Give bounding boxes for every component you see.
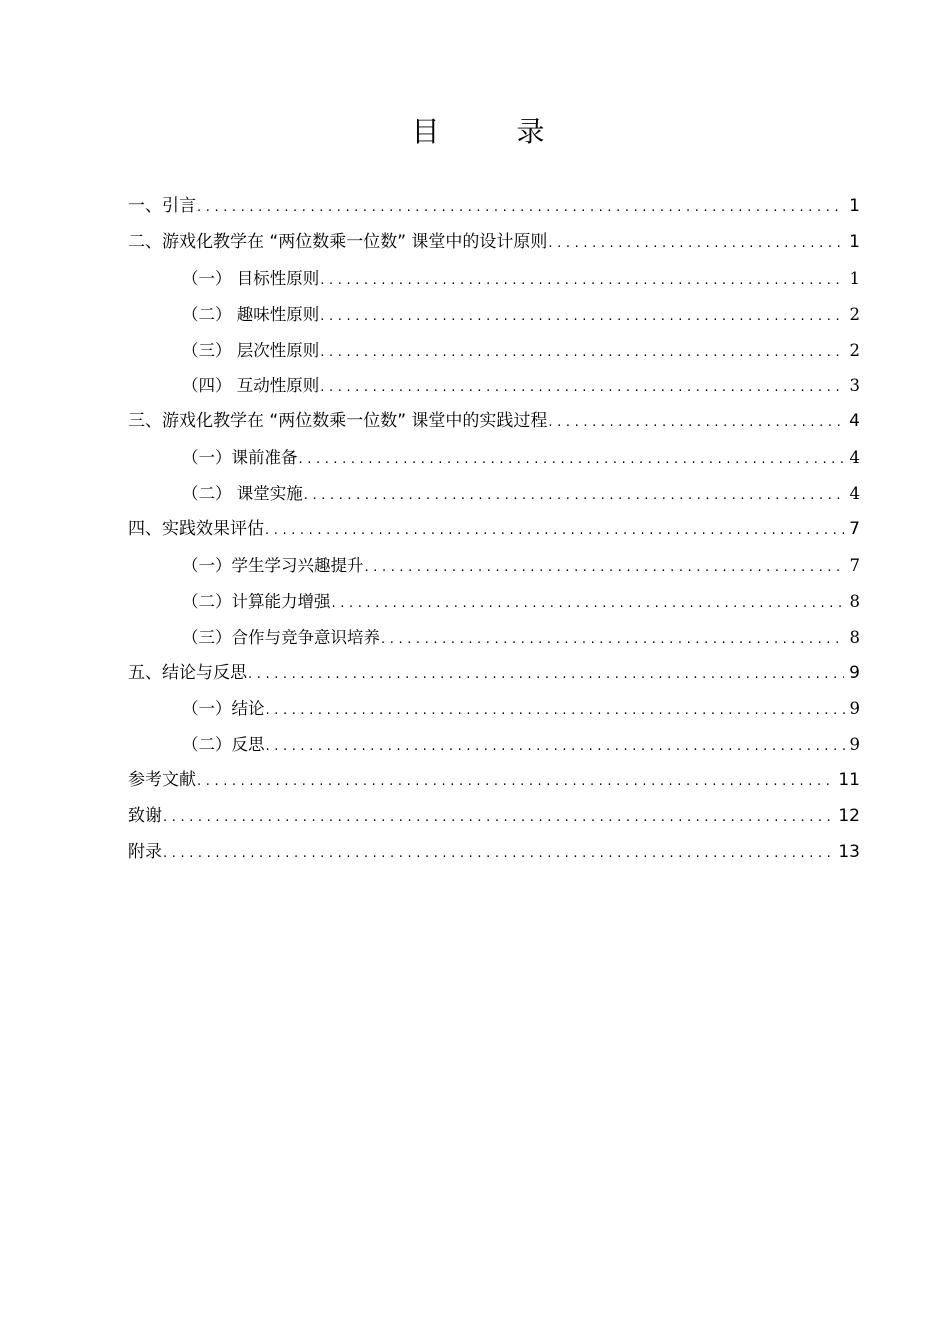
dot-leader — [320, 263, 844, 299]
toc-entry-page: 2 — [849, 340, 860, 360]
toc-entry-page: 1 — [849, 196, 860, 216]
dot-leader — [163, 800, 833, 836]
toc-entry[interactable] — [128, 548, 860, 584]
toc-entry-label: 五、结论与反思 — [128, 662, 247, 683]
dot-leader — [381, 622, 845, 658]
toc-entry-page: 1 — [849, 231, 860, 252]
toc-entry[interactable] — [128, 835, 860, 871]
toc-entry-page: 4 — [849, 448, 860, 468]
toc-entry-label: 参考文献 — [128, 770, 196, 791]
toc-entry-label: （四） 互动性原则 — [182, 376, 320, 396]
toc-entry[interactable] — [128, 189, 860, 225]
toc-entry[interactable] — [128, 333, 860, 369]
toc-list — [128, 189, 860, 871]
toc-entry-label: 三、游戏化教学在 “两位数乘一位数” 课堂中的实践过程 — [128, 411, 548, 432]
toc-entry-label: （二） 趣味性原则 — [182, 304, 320, 324]
toc-entry-label: 一、引言 — [128, 196, 196, 216]
toc-entry[interactable] — [128, 727, 860, 763]
dot-leader — [248, 657, 844, 693]
toc-entry-label: （三） 层次性原则 — [182, 340, 320, 360]
dot-leader — [332, 586, 845, 622]
toc-entry-label: 四、实践效果评估 — [128, 519, 264, 540]
toc-entry[interactable] — [128, 261, 860, 297]
toc-entry-page: 12 — [838, 806, 860, 827]
toc-entry-page: 13 — [838, 842, 860, 863]
toc-entry-label: （一）课前准备 — [182, 448, 298, 468]
dot-leader — [197, 764, 833, 800]
toc-entry[interactable] — [128, 656, 860, 692]
dot-leader — [299, 442, 845, 478]
toc-entry-page: 1 — [849, 268, 860, 288]
toc-entry-label: （一）学生学习兴趣提升 — [182, 555, 364, 575]
toc-entry[interactable] — [128, 476, 860, 512]
dot-leader — [163, 836, 833, 872]
dot-leader — [548, 226, 844, 262]
dot-leader — [197, 190, 844, 226]
toc-entry[interactable] — [128, 225, 860, 261]
toc-entry[interactable] — [128, 440, 860, 476]
toc-entry-label: （三）合作与竞争意识培养 — [182, 627, 380, 647]
toc-entry-page: 9 — [849, 735, 860, 755]
toc-entry-label: 致谢 — [128, 806, 162, 827]
dot-leader — [365, 550, 845, 586]
toc-entry-label: （二） 课堂实施 — [182, 484, 303, 504]
dot-leader — [266, 729, 845, 765]
toc-entry-label: （二）反思 — [182, 735, 265, 755]
dot-leader — [320, 335, 844, 371]
toc-entry[interactable] — [128, 297, 860, 333]
toc-entry-page: 9 — [849, 662, 860, 683]
dot-leader — [304, 478, 845, 514]
toc-entry[interactable] — [128, 584, 860, 620]
toc-entry-page: 4 — [849, 411, 860, 432]
toc-entry-page: 7 — [849, 555, 860, 575]
toc-entry-page: 3 — [849, 376, 860, 396]
toc-entry-label: （二）计算能力增强 — [182, 591, 331, 611]
dot-leader — [265, 513, 844, 549]
dot-leader — [320, 370, 844, 406]
toc-title: 目 录 — [411, 115, 579, 148]
toc-entry-page: 2 — [849, 304, 860, 324]
toc-entry[interactable] — [128, 368, 860, 404]
toc-entry-page: 11 — [838, 770, 860, 791]
toc-entry[interactable] — [128, 763, 860, 799]
dot-leader — [320, 299, 844, 335]
toc-entry-page: 8 — [849, 591, 860, 611]
toc-entry[interactable] — [128, 404, 860, 440]
toc-entry[interactable] — [128, 799, 860, 835]
toc-entry-page: 4 — [849, 484, 860, 504]
toc-entry-label: （一） 目标性原则 — [182, 268, 320, 288]
toc-entry-label: 二、游戏化教学在 “两位数乘一位数” 课堂中的设计原则 — [128, 231, 548, 252]
toc-entry[interactable] — [128, 691, 860, 727]
toc-entry-page: 8 — [849, 627, 860, 647]
toc-entry-page: 9 — [849, 699, 860, 719]
toc-entry-label: （一）结论 — [182, 699, 265, 719]
toc-entry[interactable] — [128, 512, 860, 548]
dot-leader — [266, 693, 845, 729]
toc-entry-page: 7 — [849, 519, 860, 540]
dot-leader — [548, 405, 844, 441]
toc-entry-label: 附录 — [128, 842, 162, 863]
toc-entry[interactable] — [128, 620, 860, 656]
